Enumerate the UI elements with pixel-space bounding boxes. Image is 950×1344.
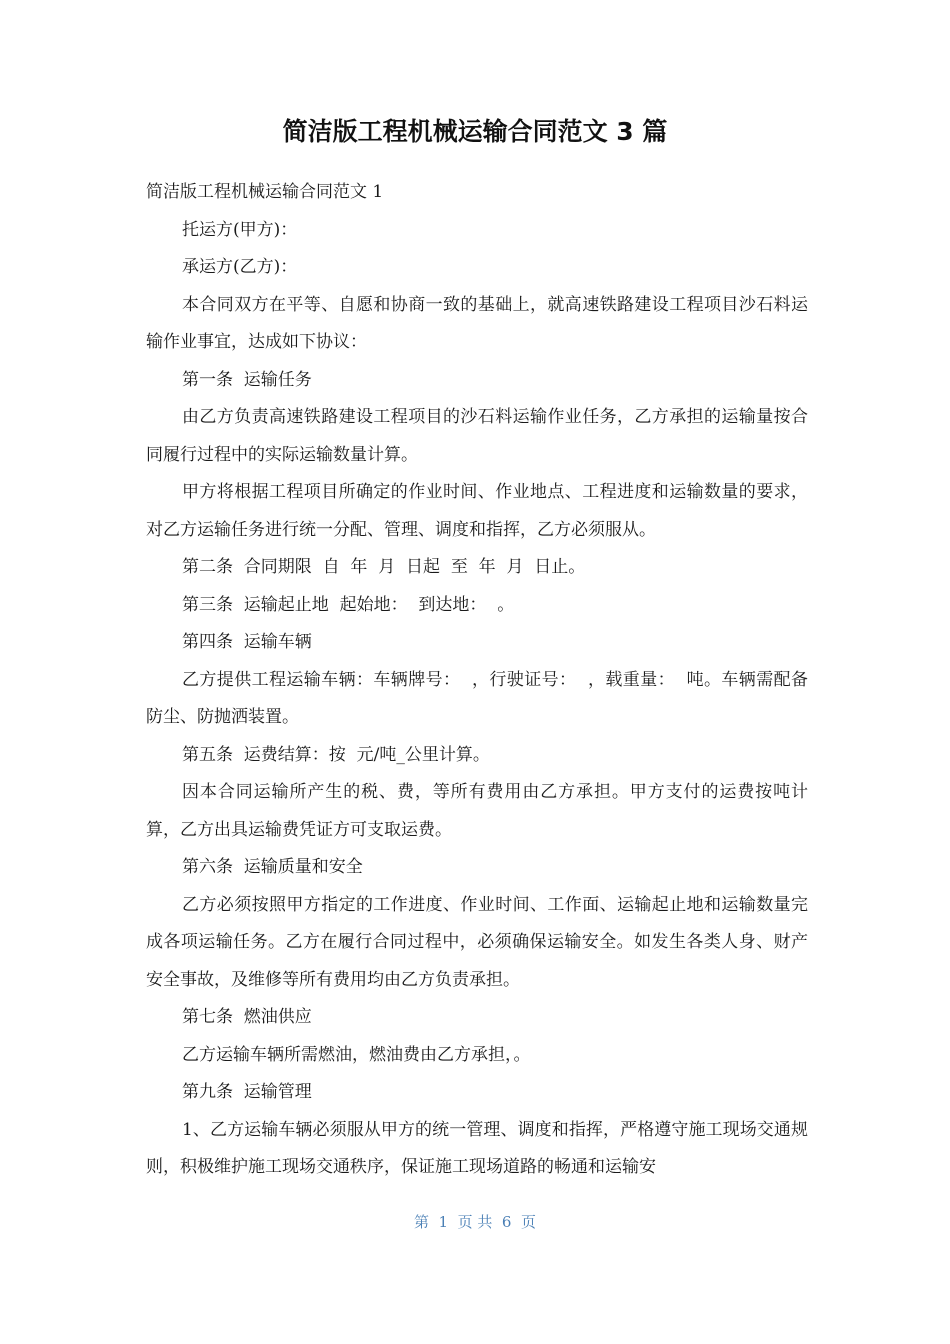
paragraph: 1、乙方运输车辆必须服从甲方的统一管理、调度和指挥，严格遵守施工现场交通规则，积极维护施工现场交通秩序，保证施工现场道路的畅通和运输安 [146, 1119, 808, 1177]
paragraph: 乙方运输车辆所需燃油，燃油费由乙方承担，。 [182, 1044, 531, 1065]
section-heading: 第七条 燃油供应 [182, 1007, 312, 1027]
section-heading: 第一条 运输任务 [182, 369, 312, 390]
section-heading: 第六条 运输质量和安全 [182, 857, 363, 877]
paragraph: 由乙方负责高速铁路建设工程项目的沙石料运输作业任务，乙方承担的运输量按合同履行过程中的实际运输数量计算。 [146, 407, 808, 465]
section-heading: 第二条 合同期限 自 年 月 日起 至 年 月 日止。 [182, 557, 586, 577]
paragraph: 乙方提供工程运输车辆：车辆牌号： ，行驶证号： ，载重量： 吨。车辆需配备防尘、防抛洒装置。 [146, 669, 808, 727]
page-number-footer: 第 1 页 共 6 页 [414, 1213, 536, 1231]
document-subtitle: 简洁版工程机械运输合同范文 1 [146, 182, 384, 202]
paragraph: 乙方必须按照甲方指定的工作进度、作业时间、工作面、运输起止地和运输数量完成各项运输任务。乙方在履行合同过程中，必须确保运输安全。如发生各类人身、财产安全事故，及维修等所有费用均由乙方负责承担。 [146, 894, 808, 990]
section-heading: 第三条 运输起止地 起始地： 到达地： 。 [182, 594, 515, 615]
paragraph: 托运方(甲方)： [182, 219, 298, 240]
page-title: 简洁版工程机械运输合同范文 3 篇 [282, 117, 668, 146]
document-body [146, 174, 808, 1187]
section-heading: 第五条 运费结算：按 元/吨_公里计算。 [182, 744, 490, 765]
paragraph: 因本合同运输所产生的税、费，等所有费用由乙方承担。甲方支付的运费按吨计算，乙方出具运输费凭证方可支取运费。 [146, 782, 808, 840]
paragraph: 本合同双方在平等、自愿和协商一致的基础上，就高速铁路建设工程项目沙石料运输作业事宜，达成如下协议： [146, 294, 808, 352]
paragraph: 甲方将根据工程项目所确定的作业时间、作业地点、工程进度和运输数量的要求，对乙方运输任务进行统一分配、管理、调度和指挥，乙方必须服从。 [146, 482, 808, 540]
paragraph: 承运方(乙方)： [182, 257, 298, 277]
section-heading: 第九条 运输管理 [182, 1082, 312, 1102]
section-heading: 第四条 运输车辆 [182, 632, 312, 652]
